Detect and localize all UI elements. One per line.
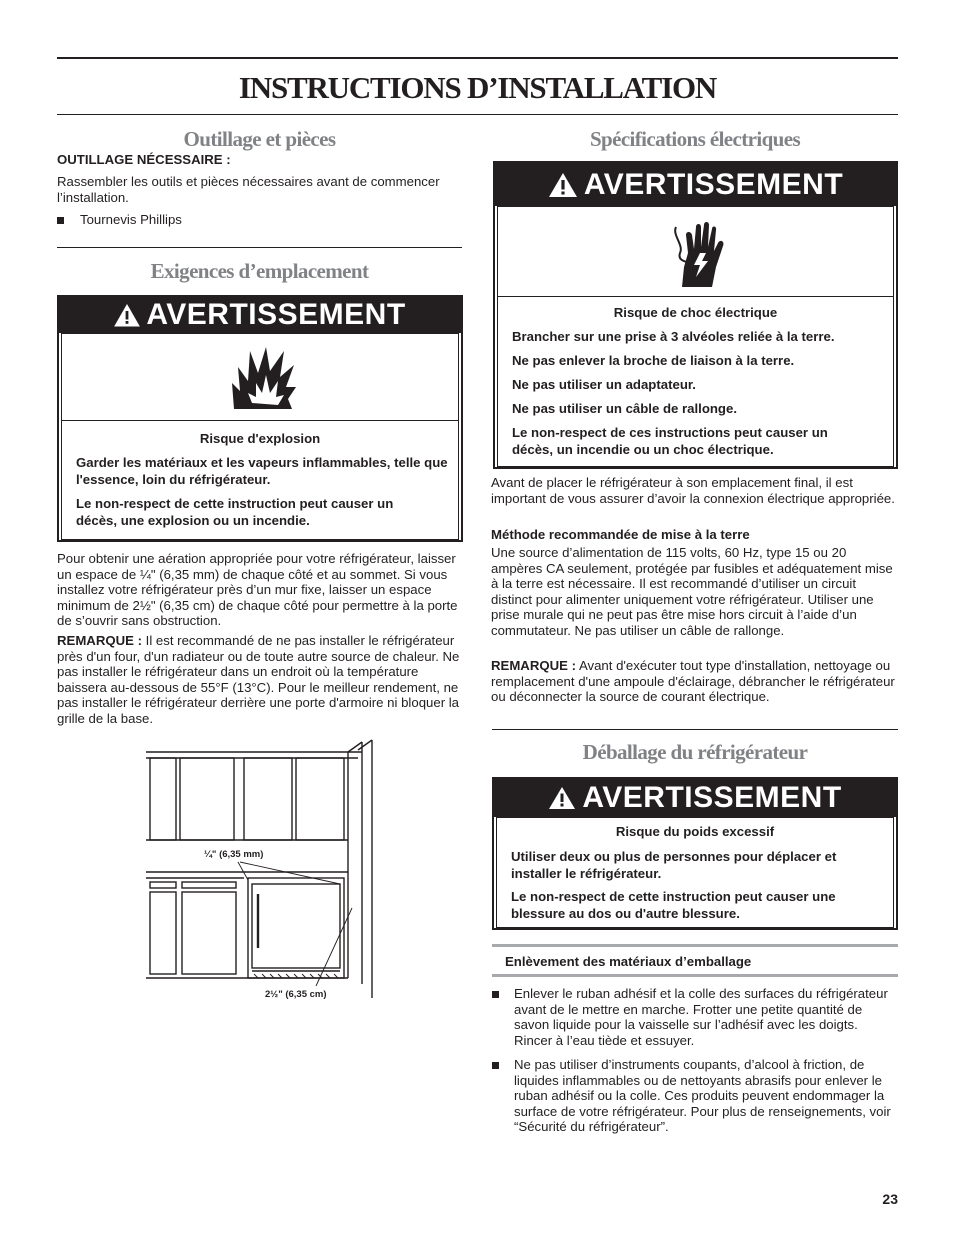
location-note	[57, 633, 462, 727]
location-paragraph: Pour obtenir une aération appropriée pour votre réfrigérateur, laisser un espace de ¼" (6,35 mm) de chaque côté et au sommet. Si vous installez votre réfrigérateur près d’un mur fixe, laisser un espace minimum de 2½" (6,35 cm) de chaque côté pour permettre à la porte de s’ouvrir sans obstruction.	[57, 551, 458, 629]
note-text: Il est recommandé de ne pas installer le réfrigérateur près d'un four, d'un radiateur ou de toute autre source de chaleur. Ne pas installer le réfrigérateur dans un endroit où la température baissera au-dessous de 55°F (13°C). Pour le meilleur rendement, ne pas installer le réfrigérateur derrière une porte d'armoire ni bloquer la grille de la base.	[57, 633, 460, 726]
warning-line: Brancher sur une prise à 3 alvéoles reliée à la terre.	[512, 329, 835, 344]
clearance-label-top: ¼" (6,35 mm)	[204, 849, 264, 860]
warning-line: Ne pas utiliser un adaptateur.	[512, 377, 696, 392]
column-rule	[492, 114, 898, 115]
warning-line: Le non-respect de cette instruction peut causer un décès, une explosion ou un incendie.	[76, 496, 394, 528]
packing-subheading: Enlèvement des matériaux d’emballage	[505, 954, 752, 969]
warning-text-panel	[61, 421, 459, 540]
warning-banner	[59, 297, 461, 333]
note-text: Avant d'exécuter tout type d'installation, nettoyage ou remplacement d'une ampoule d'éclairage, débrancher le réfrigérateur ou déconnecter la source de courant électrique.	[491, 658, 895, 705]
note-label: REMARQUE :	[57, 633, 142, 648]
packing-item: Ne pas utiliser d’instruments coupants, d’alcool à friction, de liquides inflammables ou de nettoyants abrasifs pour enlever le ruban adhésif ou la colle. Ces produits peuvent endommager la surface de votre réfrigérateur. Pour plus de renseignements, voir “Sécurité du réfrigérateur”.	[514, 1057, 891, 1135]
warning-line: Le non-respect de cette instruction peut causer une blessure au dos ou d'autre blessure.	[511, 889, 836, 921]
warning-icon-panel	[497, 206, 894, 297]
location-heading: Exigences d’emplacement	[150, 259, 369, 283]
section-rule	[492, 729, 898, 730]
bullet-icon	[492, 991, 499, 998]
packing-item: Enlever le ruban adhésif et la colle des surfaces du réfrigérateur avant de le mettre en marche. Frotter une petite quantité de savon liquide pour la vaisselle sur l’adhésif avec les doigts. Rincer à l’eau tiède et essuyer.	[514, 986, 888, 1048]
warning-label: AVERTISSEMENT	[582, 781, 842, 814]
weight-warning-box	[492, 777, 898, 930]
electric-shock-icon	[670, 213, 728, 289]
subsection-rule-bottom	[492, 974, 898, 977]
warning-banner	[494, 779, 896, 817]
warning-risk: Risque de choc électrique	[613, 305, 778, 320]
warning-text-panel	[496, 817, 894, 928]
electrical-heading: Spécifications électriques	[589, 127, 801, 151]
warning-risk: Risque d'explosion	[199, 431, 321, 446]
electrical-intro: Avant de placer le réfrigérateur à son emplacement final, il est important de vous assurer d’avoir la connexion électrique appropriée.	[491, 475, 895, 506]
note-label: REMARQUE :	[491, 658, 576, 673]
bullet-icon	[492, 1062, 499, 1069]
electrical-note	[491, 658, 898, 705]
warning-line: Ne pas enlever la broche de liaison à la terre.	[512, 353, 795, 368]
electric-warning-box	[493, 161, 898, 469]
warning-label: AVERTISSEMENT	[146, 298, 406, 331]
clearance-label-bottom: 2½" (6,35 cm)	[265, 989, 327, 1000]
unpacking-heading: Déballage du réfrigérateur	[582, 740, 808, 764]
installation-diagram	[140, 738, 380, 1004]
warning-line: Ne pas utiliser un câble de rallonge.	[512, 401, 737, 416]
tools-subheading: OUTILLAGE NÉCESSAIRE :	[57, 152, 231, 167]
tools-intro: Rassembler les outils et pièces nécessaires avant de commencer l’installation.	[57, 174, 440, 205]
bullet-icon	[57, 217, 64, 224]
method-heading: Méthode recommandée de mise à la terre	[491, 527, 750, 542]
section-rule	[57, 247, 462, 248]
subsection-rule-top	[492, 944, 898, 947]
warning-banner	[495, 163, 896, 206]
warning-line: Le non-respect de ces instructions peut causer un décès, un incendie ou un choc électrique.	[512, 425, 828, 457]
page-title: INSTRUCTIONS D’INSTALLATION	[238, 70, 717, 105]
warning-line: Utiliser deux ou plus de personnes pour déplacer et installer le réfrigérateur.	[511, 849, 837, 881]
tools-heading: Outillage et pièces	[183, 127, 336, 151]
tool-item: Tournevis Phillips	[80, 212, 182, 227]
warning-triangle-icon	[548, 172, 578, 198]
warning-label: AVERTISSEMENT	[583, 167, 844, 201]
warning-text-panel	[497, 297, 894, 467]
warning-triangle-icon	[114, 304, 140, 327]
warning-triangle-icon	[548, 786, 576, 810]
warning-line: Garder les matériaux et les vapeurs inflammables, telle que l'essence, loin du réfrigérateur.	[76, 455, 448, 487]
warning-icon-panel	[61, 333, 459, 421]
explosion-icon	[230, 343, 298, 411]
method-text: Une source d’alimentation de 115 volts, 60 Hz, type 15 ou 20 ampères CA seulement, protégée par fusibles et adéquatement mise à la terre est nécessaire. Il est recommandé d’utiliser un circuit distinct pour alimenter uniquement votre réfrigérateur. Utiliser une prise murale qui ne peut pas être mise hors circuit à l’aide d’un commutateur. Ne pas utiliser un câble de rallonge.	[491, 545, 893, 638]
explosion-warning-box	[57, 295, 463, 542]
page-number: 23	[882, 1191, 898, 1207]
top-rule	[57, 57, 898, 59]
warning-risk: Risque du poids excessif	[615, 824, 775, 839]
